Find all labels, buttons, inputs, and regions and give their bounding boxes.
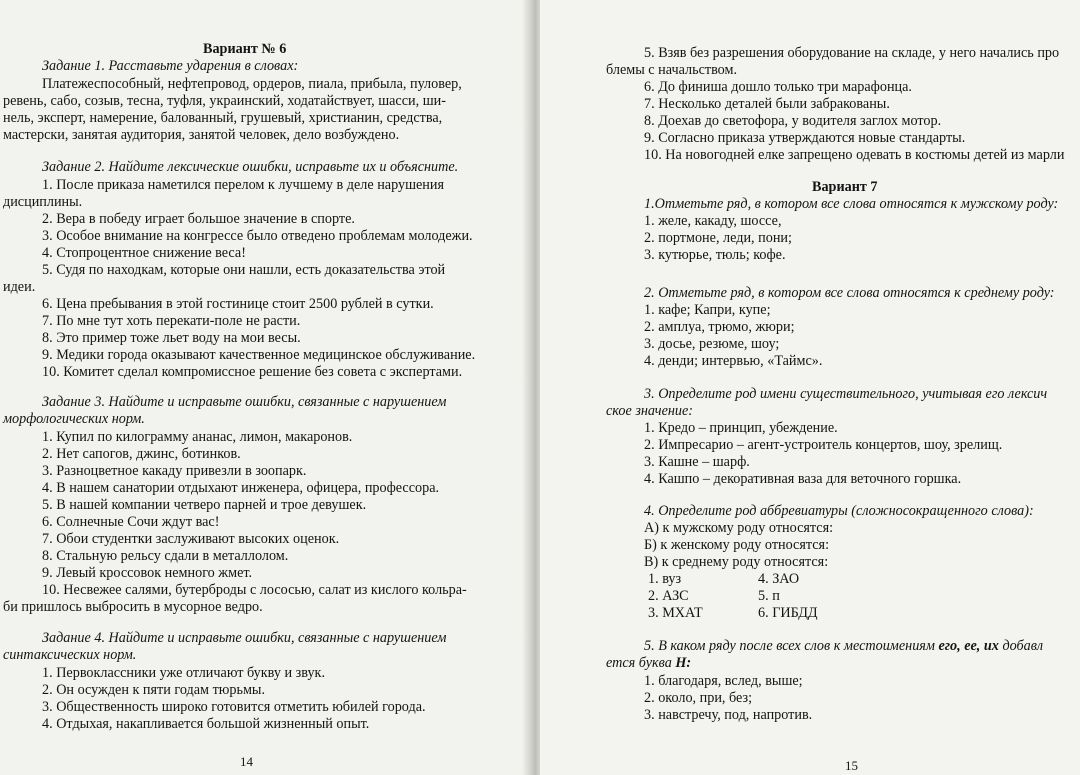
option-line: 1. кафе; Капри, купе;	[644, 302, 771, 318]
option-line: 3. кутюрье, тюль; кофе.	[644, 247, 786, 263]
option-line: 4. Кашпо – декоративная ваза для веточного горшка.	[644, 471, 962, 487]
task-3-heading: Задание 3. Найдите и исправьте ошибки, связанные с нарушением	[42, 394, 447, 410]
option-line: 3. навстречу, под, напротив.	[644, 707, 813, 723]
question-5-text-end: добавл	[998, 638, 1044, 654]
text-line: 3. Общественность широко готовится отметить юбилей города.	[42, 699, 426, 715]
question-5-letter: Н:	[675, 655, 692, 671]
option-line: 1. желе, какаду, шоссе,	[644, 213, 782, 229]
text-line: 10. На новогодней елке запрещено одевать в костюмы детей из марли	[644, 147, 1065, 163]
text-line: 3. Разноцветное какаду привезли в зоопарк.	[42, 463, 307, 479]
text-line: 10. Комитет сделал компромиссное решение без совета с экспертами.	[42, 364, 463, 380]
text-line: 2. Нет сапогов, джинс, ботинков.	[42, 446, 241, 462]
abbr-item: 5. п	[758, 588, 780, 604]
option-line: 2. амплуа, трюмо, жюри;	[644, 319, 795, 335]
option-line: 3. досье, резюме, шоу;	[644, 336, 780, 352]
option-line: 2. Импресарио – агент-устроитель концертов, шоу, зрелищ.	[644, 437, 1003, 453]
question-3: 3. Определите род имени существительного, учитывая его лексич	[644, 386, 1048, 402]
variant-6-title: Вариант № 6	[203, 41, 287, 57]
task-2-heading: Задание 2. Найдите лексические ошибки, исправьте их и объясните.	[42, 159, 459, 175]
abbr-item: 6. ГИБДД	[758, 605, 818, 621]
text-line: 2. Он осужден к пяти годам тюрьмы.	[42, 682, 266, 698]
text-line: 1. После приказа наметился перелом к лучшему в деле нарушения	[42, 177, 445, 193]
text-line: мастерски, занятая аудитория, занятой человек, дело возбуждено.	[3, 127, 400, 143]
text-line: 8. Доехав до светофора, у водителя заглох мотор.	[644, 113, 942, 129]
question-2: 2. Отметьте ряд, в котором все слова относятся к среднему роду:	[644, 285, 1055, 301]
question-5-cont-text: ется буква	[606, 655, 676, 671]
text-line: 5. Взяв без разрешения оборудование на складе, у него начались про	[644, 45, 1060, 61]
question-3-cont: ское значение:	[606, 403, 694, 419]
task-3-heading-cont: морфологических норм.	[3, 411, 145, 427]
text-line: 7. По мне тут хоть перекати-поле не расти.	[42, 313, 301, 329]
text-line: 7. Несколько деталей были забракованы.	[644, 96, 890, 112]
text-line: 4. Стопроцентное снижение веса!	[42, 245, 246, 261]
abbr-item: 1. вуз	[648, 571, 682, 587]
text-line: нель, эксперт, намерение, балованный, грушевый, христианин, средства,	[3, 110, 443, 126]
abbr-item: 2. АЗС	[648, 588, 689, 604]
text-line: 4. В нашем санатории отдыхают инженера, офицера, профессора.	[42, 480, 440, 496]
text-line: 9. Левый кроссовок немного жмет.	[42, 565, 253, 581]
page-number: 15	[845, 758, 858, 773]
question-5-cont	[606, 655, 691, 671]
abbr-item: 4. ЗАО	[758, 571, 800, 587]
question-1: 1.Отметьте ряд, в котором все слова относятся к мужскому роду:	[644, 196, 1059, 212]
text-line: 5. Судя по находкам, которые они нашли, есть доказательства этой	[42, 262, 446, 278]
text-line: 9. Медики города оказывают качественное медицинское обслуживание.	[42, 347, 476, 363]
variant-7-title: Вариант 7	[812, 179, 878, 195]
text-line: 6. До финиша дошло только три марафонца.	[644, 79, 912, 95]
abbr-item: 3. МХАТ	[648, 605, 703, 621]
text-line: 2. Вера в победу играет большое значение в спорте.	[42, 211, 355, 227]
text-line: блемы с начальством.	[606, 62, 738, 78]
question-5-pronouns: его, ее, их	[938, 638, 999, 654]
option-line: Б) к женскому роду относятся:	[644, 537, 830, 553]
text-line: 1. Купил по килограмму ананас, лимон, макаронов.	[42, 429, 353, 445]
option-line: 1. благодаря, вслед, выше;	[644, 673, 803, 689]
question-4: 4. Определите род аббревиатуры (сложносокращенного слова):	[644, 503, 1034, 519]
option-line: 4. денди; интервью, «Таймс».	[644, 353, 823, 369]
text-line: 5. В нашей компании четверо парней и трое девушек.	[42, 497, 367, 513]
option-line: 2. портмоне, леди, пони;	[644, 230, 792, 246]
text-line: 6. Цена пребывания в этой гостинице стоит 2500 рублей в сутки.	[42, 296, 434, 312]
option-line: 1. Кредо – принцип, убеждение.	[644, 420, 838, 436]
text-line: 9. Согласно приказа утверждаются новые стандарты.	[644, 130, 966, 146]
text-line: ревень, сабо, созыв, тесна, туфля, украинский, ходатайствует, шасси, ши-	[3, 93, 446, 109]
option-line: 2. около, при, без;	[644, 690, 753, 706]
text-line: 1. Первоклассники уже отличают букву и звук.	[42, 665, 325, 681]
task-4-heading-cont: синтаксических норм.	[3, 647, 137, 663]
question-5-text: 5. В каком ряду после всех слов к местоимениям	[644, 638, 939, 654]
text-line: 3. Особое внимание на конгрессе было отведено проблемам молодежи.	[42, 228, 473, 244]
option-line: 3. Кашне – шарф.	[644, 454, 750, 470]
task-1-heading: Задание 1. Расставьте ударения в словах:	[42, 58, 299, 74]
option-line: В) к среднему роду относятся:	[644, 554, 829, 570]
text-line: 7. Обои студентки заслуживают высоких оценок.	[42, 531, 340, 547]
text-line: идеи.	[3, 279, 36, 295]
text-line: 4. Отдыхая, накапливается большой жизненный опыт.	[42, 716, 370, 732]
text-line: дисциплины.	[3, 194, 83, 210]
text-line: Платежеспособный, нефтепровод, ордеров, пиала, прибыла, пуловер,	[42, 76, 462, 92]
left-page	[0, 0, 528, 775]
text-line: 8. Стальную рельсу сдали в металлолом.	[42, 548, 289, 564]
text-line: 6. Солнечные Сочи ждут вас!	[42, 514, 220, 530]
page-number: 14	[240, 754, 253, 769]
option-line: А) к мужскому роду относятся:	[644, 520, 834, 536]
task-4-heading: Задание 4. Найдите и исправьте ошибки, связанные с нарушением	[42, 630, 447, 646]
question-5	[644, 638, 1043, 654]
right-page	[540, 0, 1080, 775]
text-line: 10. Несвежее салями, бутерброды с лососью, салат из кислого кольра-	[42, 582, 467, 598]
text-line: би пришлось выбросить в мусорное ведро.	[3, 599, 263, 615]
text-line: 8. Это пример тоже льет воду на мои весы.	[42, 330, 301, 346]
